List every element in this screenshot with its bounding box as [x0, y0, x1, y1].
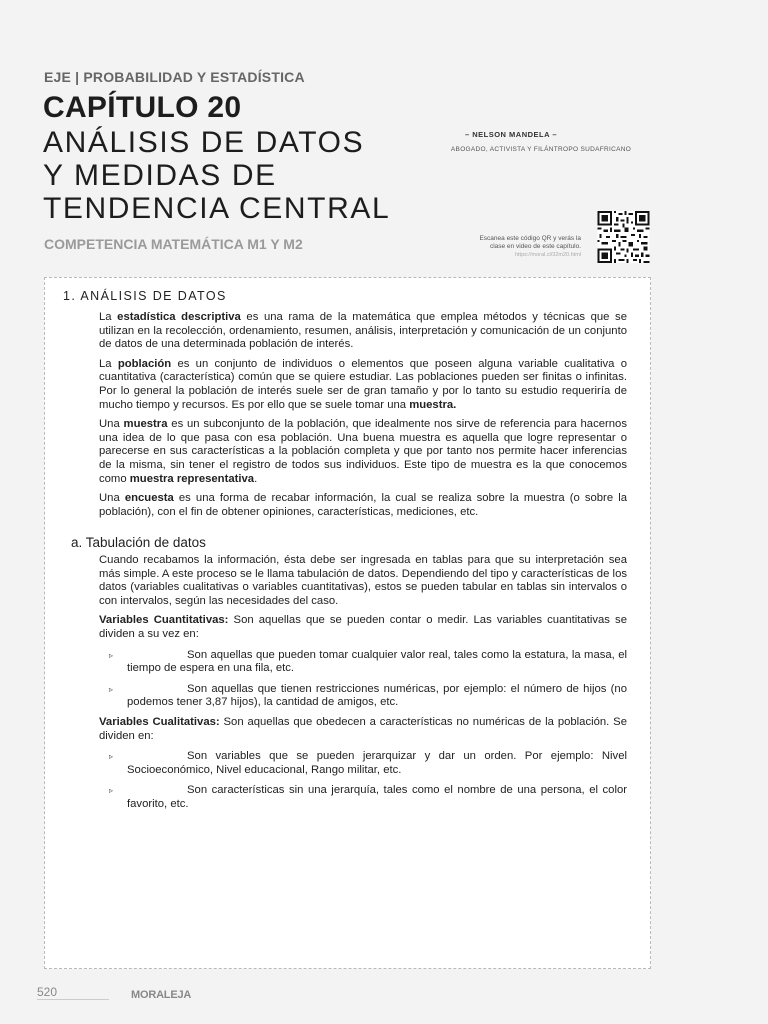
text-run: es un conjunto de individuos o elementos que poseen alguna variable cualitativa o cuantitativa (característica) común que se quiere estudiar. Las poblaciones pueden ser finitas o infinitas. Por lo general la población de interés suele ser de gran tamaño y por lo tanto su estudio requeriría de mucho tiempo y recursos. Es por ello que se suele tomar una: [99, 357, 627, 411]
bold-term: estadística descriptiva: [117, 311, 241, 323]
text-run: Una: [99, 418, 124, 431]
bold-term: muestra representativa: [129, 472, 255, 485]
competencia-label: COMPETENCIA MATEMÁTICA M1 Y M2: [44, 236, 303, 252]
paragraph: [99, 614, 627, 641]
text-run: Una: [99, 492, 125, 505]
bold-term: muestra.: [409, 398, 457, 411]
text-run: es una rama de la matemática que emplea métodos y técnicas que se utilizan en la recolección, ordenamiento, resumen, análisis, interpretación y comunicación de un conjunto de datos de una determinada población de interés.: [99, 311, 627, 351]
term-text: Son aquellas que se pueden contar o medir. Las variables cuantitativas se dividen a su vez en:: [99, 614, 627, 640]
text-run: es una forma de recabar información, la cual se realiza sobre la muestra (o sobre la población), con el fin de obtener opiniones, características, mediciones, etc.: [99, 492, 627, 518]
paragraph: [99, 492, 627, 519]
bullet-icon: ▹: [109, 786, 114, 796]
chapter-title-line: ANÁLISIS DE DATOS: [43, 126, 365, 159]
qr-caption-line: clase en video de este capítulo.: [489, 243, 581, 250]
term-label: Variables Cuantitativas:: [99, 614, 229, 627]
bullet-icon: ▹: [109, 752, 114, 762]
subsection-title: a. Tabulación de datos: [71, 535, 206, 550]
page-number: 520: [37, 985, 58, 999]
text-run: .: [254, 472, 258, 485]
list-item-text: Son aquellas que tienen restricciones numéricas, por ejemplo: el número de hijos (no podemos tener 3,87 hijos), la cantidad de amigos, etc.: [127, 682, 627, 709]
list-item: [99, 683, 627, 710]
list-item: [99, 750, 627, 777]
paragraph: [99, 418, 627, 486]
chapter-number: CAPÍTULO 20: [43, 91, 242, 124]
chapter-title-line: Y MEDIDAS DE: [43, 159, 277, 192]
text-run: La: [99, 311, 118, 323]
quote-author-description: ABOGADO, ACTIVISTA Y FILÁNTROPO SUDAFRICANO: [450, 146, 632, 153]
list-item-text: Son variables que se pueden jerarquizar y dar un orden. Por ejemplo: Nivel Socioeconómico, Nivel educacional, Rango militar, etc.: [127, 750, 627, 776]
list-item-text: Son características sin una jerarquía, tales como el nombre de una persona, el color favorito, etc.: [127, 784, 627, 810]
qr-caption: [421, 235, 581, 259]
paragraph: [99, 358, 627, 412]
section-title: 1. ANÁLISIS DE DATOS: [63, 289, 227, 303]
list-item: [99, 649, 627, 676]
bullet-icon: ▹: [109, 684, 114, 694]
paragraph: Cuando recabamos la información, ésta debe ser ingresada en tablas para que su interpretación sea más simple. A este proceso se le llama tabulación de datos. Dependiendo del tipo y características de los datos (variables cualitativas o variables cuantitativas), estos se pueden tabular en tablas sin intervalos o con intervalos, según las necesidades del caso.: [99, 554, 627, 607]
axis-label: EJE | PROBABILIDAD Y ESTADÍSTICA: [44, 69, 305, 85]
bold-term: población: [117, 357, 172, 370]
qr-code-icon[interactable]: [597, 211, 650, 263]
quote-author: – NELSON MANDELA –: [464, 130, 558, 139]
text-run: La: [99, 357, 118, 370]
chapter-title: [43, 126, 390, 225]
content-box: [44, 277, 651, 969]
list-item: [99, 784, 627, 811]
term-text: Son aquellas que obedecen a características no numéricas de la población. Se dividen en:: [99, 715, 627, 742]
footer-divider: [37, 999, 109, 1000]
chapter-title-line: TENDENCIA CENTRAL: [43, 192, 391, 225]
text-run: es un subconjunto de la población, que idealmente nos sirve de referencia para hacernos una idea de lo que pasa con esa población. Una buena muestra es aquella que logre representar o parecerse en sus características a la población completa y que por tanto nos permite hacer inferencias de la misma, sin tener el registro de todos sus individuos. Este tipo de muestra es la que conocemos como: [99, 418, 627, 485]
subsection-body: [99, 554, 627, 818]
paragraph: [99, 311, 627, 352]
qr-caption-line: Escanea este código QR y verás la: [479, 235, 581, 242]
bold-term: muestra: [123, 418, 168, 431]
paragraph: [99, 716, 627, 743]
bold-term: encuesta: [124, 492, 174, 505]
term-label: Variables Cualitativas:: [99, 715, 220, 728]
brand-logo: MORALEJA: [131, 989, 192, 1001]
list-item-text: Son aquellas que pueden tomar cualquier valor real, tales como la estatura, la masa, el tiempo de espera en una fila, etc.: [127, 648, 627, 675]
bullet-icon: ▹: [109, 650, 114, 660]
qr-url[interactable]: https://moral.cl/32m20.html: [514, 252, 581, 258]
section-body: [99, 311, 627, 525]
